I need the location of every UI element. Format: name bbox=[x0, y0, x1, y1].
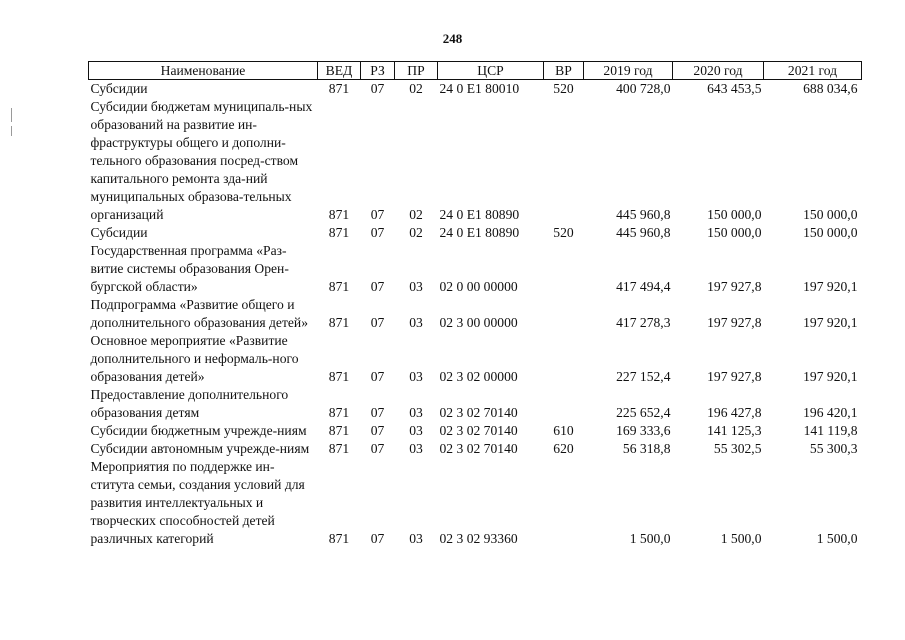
row-2019: 445 960,8 bbox=[616, 207, 671, 222]
table-row bbox=[89, 98, 862, 224]
budget-table bbox=[88, 61, 862, 548]
row-name: Государственная программа «Раз-витие системы образования Орен-бургской области» bbox=[90, 243, 289, 294]
row-2020: 150 000,0 bbox=[707, 207, 762, 222]
row-ved: 871 bbox=[328, 405, 350, 420]
row-2020: 196 427,8 bbox=[707, 405, 762, 420]
row-name: Предоставление дополнительного образования детям bbox=[90, 387, 289, 420]
row-ved: 871 bbox=[328, 207, 350, 222]
row-2019: 169 333,6 bbox=[616, 423, 671, 438]
row-ved: 871 bbox=[328, 279, 350, 294]
row-2021: 55 300,3 bbox=[809, 441, 858, 456]
row-2019: 225 652,4 bbox=[616, 405, 671, 420]
header-2021: 2021 год bbox=[764, 62, 862, 80]
header-name: Наименование bbox=[89, 62, 318, 80]
row-vr: 520 bbox=[553, 81, 574, 96]
row-vr: 610 bbox=[553, 423, 574, 438]
row-csr: 02 3 00 00000 bbox=[439, 315, 518, 330]
row-pr: 03 bbox=[409, 279, 423, 294]
row-vr bbox=[544, 386, 584, 422]
row-ved: 871 bbox=[328, 315, 350, 330]
row-name: Мероприятия по поддержке ин-ститута семьи, создания условий для развития интеллектуальных и творческих способностей детей различных категорий bbox=[90, 459, 305, 546]
row-rz: 07 bbox=[370, 279, 385, 294]
header-pr: ПР bbox=[395, 62, 438, 80]
row-2020: 643 453,5 bbox=[707, 81, 762, 96]
table-row bbox=[89, 440, 862, 458]
row-name: Субсидии bbox=[90, 81, 148, 96]
row-ved: 871 bbox=[328, 81, 350, 96]
table-row bbox=[89, 386, 862, 422]
margin-mark-top bbox=[11, 108, 12, 122]
row-2020: 197 927,8 bbox=[707, 315, 762, 330]
row-pr: 03 bbox=[409, 531, 423, 546]
row-2019: 1 500,0 bbox=[629, 531, 671, 546]
header-2019: 2019 год bbox=[584, 62, 673, 80]
row-name: Субсидии автономным учрежде-ниям bbox=[90, 441, 310, 456]
row-2021: 150 000,0 bbox=[803, 207, 858, 222]
row-csr: 02 3 02 70140 bbox=[439, 405, 518, 420]
row-2019: 445 960,8 bbox=[616, 225, 671, 240]
row-2021: 1 500,0 bbox=[816, 531, 858, 546]
row-pr: 02 bbox=[409, 225, 423, 240]
table-row bbox=[89, 80, 862, 99]
table-row bbox=[89, 458, 862, 548]
row-vr bbox=[544, 458, 584, 548]
table-header-row bbox=[89, 62, 862, 80]
row-name: Субсидии бюджетам муниципаль-ных образований на развитие ин-фраструктуры общего и дополни-тельного образования посред-ством капитального ремонта зда-ний муниципальных образова-тельных организаций bbox=[90, 99, 313, 222]
row-ved: 871 bbox=[328, 423, 350, 438]
row-pr: 03 bbox=[409, 315, 423, 330]
row-csr: 02 3 02 70140 bbox=[439, 423, 518, 438]
table-row bbox=[89, 332, 862, 386]
row-2020: 141 125,3 bbox=[707, 423, 762, 438]
row-pr: 02 bbox=[409, 81, 423, 96]
row-pr: 03 bbox=[409, 405, 423, 420]
row-rz: 07 bbox=[370, 81, 385, 96]
row-ved: 871 bbox=[328, 531, 350, 546]
table-row bbox=[89, 296, 862, 332]
row-ved: 871 bbox=[328, 369, 350, 384]
row-2020: 55 302,5 bbox=[713, 441, 762, 456]
row-name: Субсидии bbox=[90, 225, 148, 240]
table-row bbox=[89, 422, 862, 440]
header-2020: 2020 год bbox=[673, 62, 764, 80]
row-vr bbox=[544, 332, 584, 386]
table-row bbox=[89, 224, 862, 242]
row-2020: 1 500,0 bbox=[720, 531, 762, 546]
row-pr: 03 bbox=[409, 423, 423, 438]
row-2019: 227 152,4 bbox=[616, 369, 671, 384]
row-pr: 02 bbox=[409, 207, 423, 222]
row-2019: 56 318,8 bbox=[622, 441, 671, 456]
row-2021: 197 920,1 bbox=[803, 369, 858, 384]
row-2019: 417 494,4 bbox=[616, 279, 671, 294]
row-vr bbox=[544, 98, 584, 224]
row-2021: 197 920,1 bbox=[803, 315, 858, 330]
row-2020: 150 000,0 bbox=[707, 225, 762, 240]
row-csr: 02 3 02 00000 bbox=[439, 369, 518, 384]
row-ved: 871 bbox=[328, 441, 350, 456]
row-ved: 871 bbox=[328, 225, 350, 240]
header-rz: РЗ bbox=[361, 62, 395, 80]
row-csr: 02 3 02 93360 bbox=[439, 531, 518, 546]
row-name: Субсидии бюджетным учрежде-ниям bbox=[90, 423, 307, 438]
row-2020: 197 927,8 bbox=[707, 279, 762, 294]
row-rz: 07 bbox=[370, 315, 385, 330]
row-2019: 417 278,3 bbox=[616, 315, 671, 330]
header-csr: ЦСР bbox=[438, 62, 544, 80]
header-ved: ВЕД bbox=[318, 62, 361, 80]
row-csr: 24 0 E1 80890 bbox=[439, 225, 520, 240]
row-name: Основное мероприятие «Развитие дополнительного и неформаль-ного образования детей» bbox=[90, 333, 299, 384]
header-vr: ВР bbox=[544, 62, 584, 80]
row-csr: 24 0 E1 80010 bbox=[439, 81, 520, 96]
row-vr: 620 bbox=[553, 441, 574, 456]
row-csr: 02 0 00 00000 bbox=[439, 279, 518, 294]
row-rz: 07 bbox=[370, 441, 385, 456]
row-2021: 150 000,0 bbox=[803, 225, 858, 240]
margin-mark-bottom bbox=[11, 126, 12, 136]
row-2021: 196 420,1 bbox=[803, 405, 858, 420]
row-2020: 197 927,8 bbox=[707, 369, 762, 384]
row-2021: 688 034,6 bbox=[803, 81, 858, 96]
row-2021: 141 119,8 bbox=[803, 423, 858, 438]
row-rz: 07 bbox=[370, 405, 385, 420]
row-name: Подпрограмма «Развитие общего и дополнительного образования детей» bbox=[90, 297, 308, 330]
row-csr: 24 0 E1 80890 bbox=[439, 207, 520, 222]
row-vr: 520 bbox=[553, 225, 574, 240]
page-number: 248 bbox=[442, 31, 463, 46]
row-rz: 07 bbox=[370, 531, 385, 546]
row-rz: 07 bbox=[370, 225, 385, 240]
row-rz: 07 bbox=[370, 369, 385, 384]
row-vr bbox=[544, 296, 584, 332]
row-pr: 03 bbox=[409, 441, 423, 456]
row-rz: 07 bbox=[370, 423, 385, 438]
row-csr: 02 3 02 70140 bbox=[439, 441, 518, 456]
row-2019: 400 728,0 bbox=[616, 81, 671, 96]
row-2021: 197 920,1 bbox=[803, 279, 858, 294]
row-rz: 07 bbox=[370, 207, 385, 222]
table-row bbox=[89, 242, 862, 296]
row-vr bbox=[544, 242, 584, 296]
row-pr: 03 bbox=[409, 369, 423, 384]
